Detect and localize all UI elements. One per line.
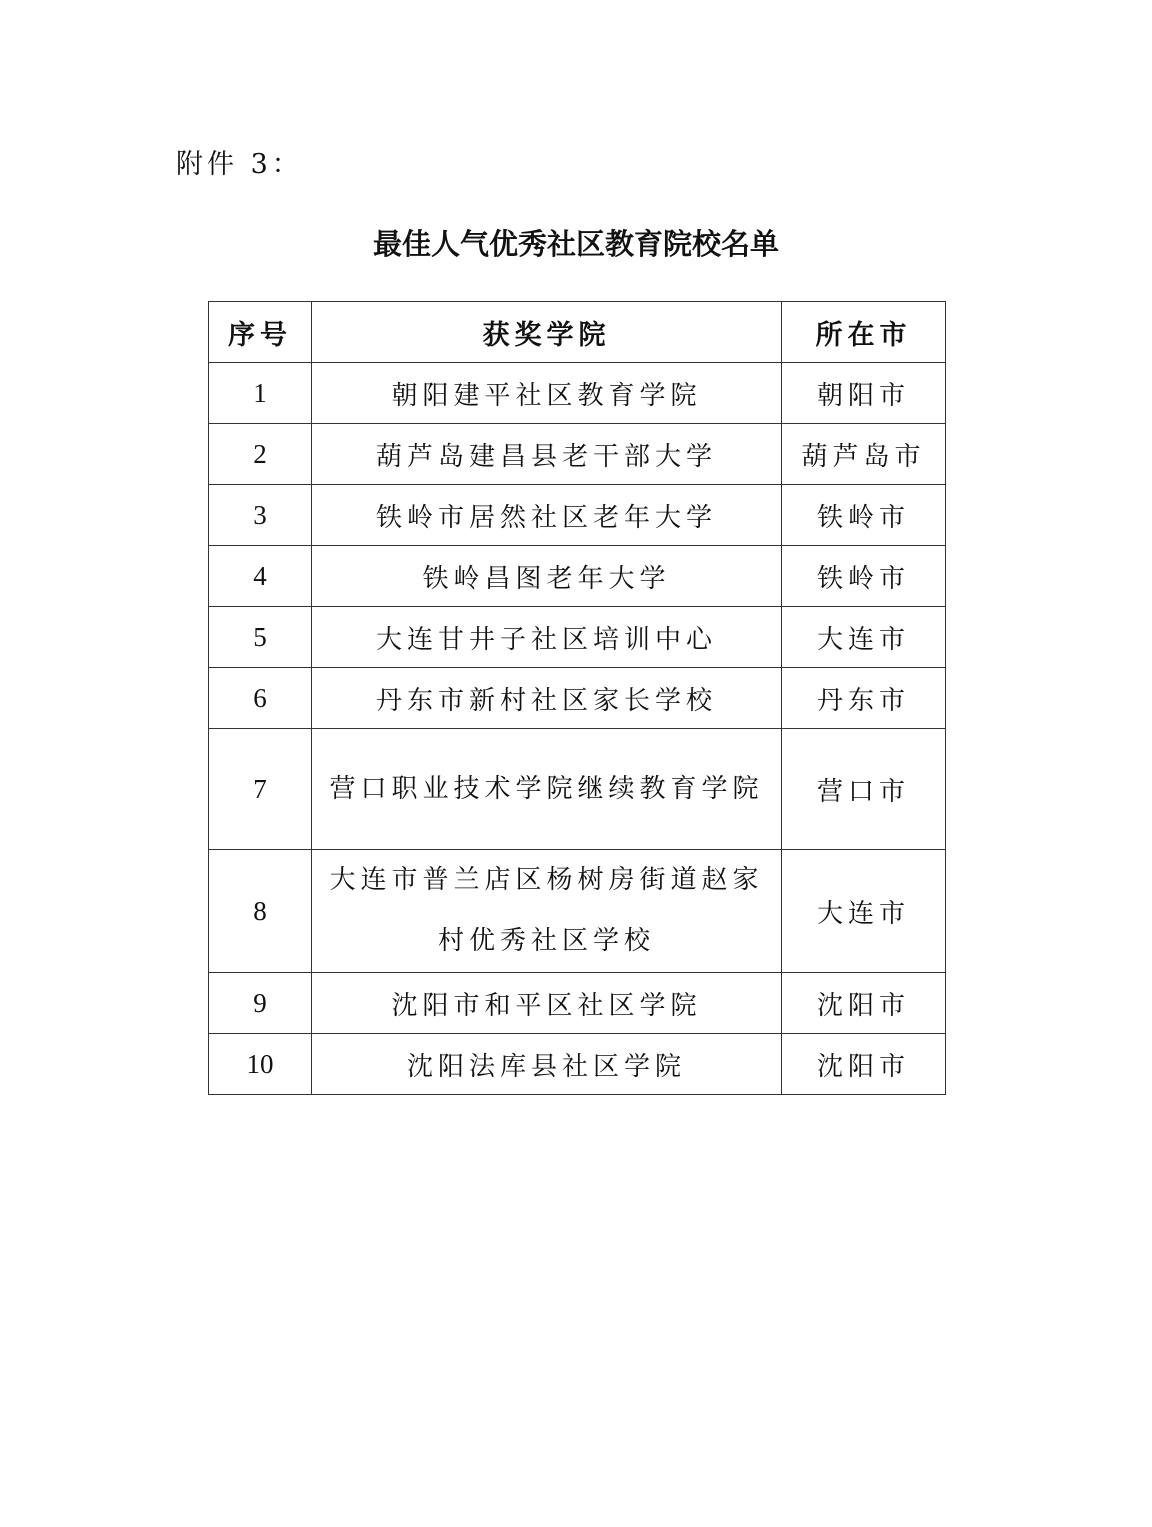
table-row <box>209 973 946 1034</box>
row-number: 3 <box>209 485 312 546</box>
table-header-row <box>209 302 946 363</box>
row-school: 沈阳市和平区社区学院 <box>312 973 782 1034</box>
table-row <box>209 850 946 973</box>
table-row <box>209 485 946 546</box>
table-row <box>209 668 946 729</box>
row-number: 2 <box>209 424 312 485</box>
attachment-label: 附件 3： <box>176 149 303 180</box>
header-number: 序号 <box>209 302 312 363</box>
row-school: 葫芦岛建昌县老干部大学 <box>312 424 782 485</box>
row-city: 大连市 <box>782 607 946 668</box>
row-number: 1 <box>209 363 312 424</box>
row-school: 铁岭市居然社区老年大学 <box>312 485 782 546</box>
header-city: 所在市 <box>782 302 946 363</box>
row-number: 6 <box>209 668 312 729</box>
row-school: 丹东市新村社区家长学校 <box>312 668 782 729</box>
row-city: 朝阳市 <box>782 363 946 424</box>
table-row <box>209 1034 946 1095</box>
table-row <box>209 424 946 485</box>
row-city: 葫芦岛市 <box>782 424 946 485</box>
row-city: 铁岭市 <box>782 485 946 546</box>
row-school: 铁岭昌图老年大学 <box>312 546 782 607</box>
row-city: 沈阳市 <box>782 973 946 1034</box>
row-city: 丹东市 <box>782 668 946 729</box>
row-number: 10 <box>209 1034 312 1095</box>
table-row <box>209 546 946 607</box>
row-city: 沈阳市 <box>782 1034 946 1095</box>
row-number: 8 <box>209 850 312 973</box>
row-school: 大连甘井子社区培训中心 <box>312 607 782 668</box>
row-city: 大连市 <box>782 850 946 973</box>
row-number: 7 <box>209 729 312 850</box>
table-row <box>209 607 946 668</box>
row-number: 5 <box>209 607 312 668</box>
row-number: 9 <box>209 973 312 1034</box>
row-school: 大连市普兰店区杨树房街道赵家村优秀社区学校 <box>312 850 782 973</box>
table-row <box>209 363 946 424</box>
award-table <box>208 301 946 1095</box>
row-number: 4 <box>209 546 312 607</box>
row-school: 营口职业技术学院继续教育学院 <box>312 729 782 850</box>
header-school: 获奖学院 <box>312 302 782 363</box>
row-city: 铁岭市 <box>782 546 946 607</box>
document-title: 最佳人气优秀社区教育院校名单 <box>372 227 779 261</box>
row-city: 营口市 <box>782 729 946 850</box>
table-row <box>209 729 946 850</box>
row-school: 沈阳法库县社区学院 <box>312 1034 782 1095</box>
row-school: 朝阳建平社区教育学院 <box>312 363 782 424</box>
